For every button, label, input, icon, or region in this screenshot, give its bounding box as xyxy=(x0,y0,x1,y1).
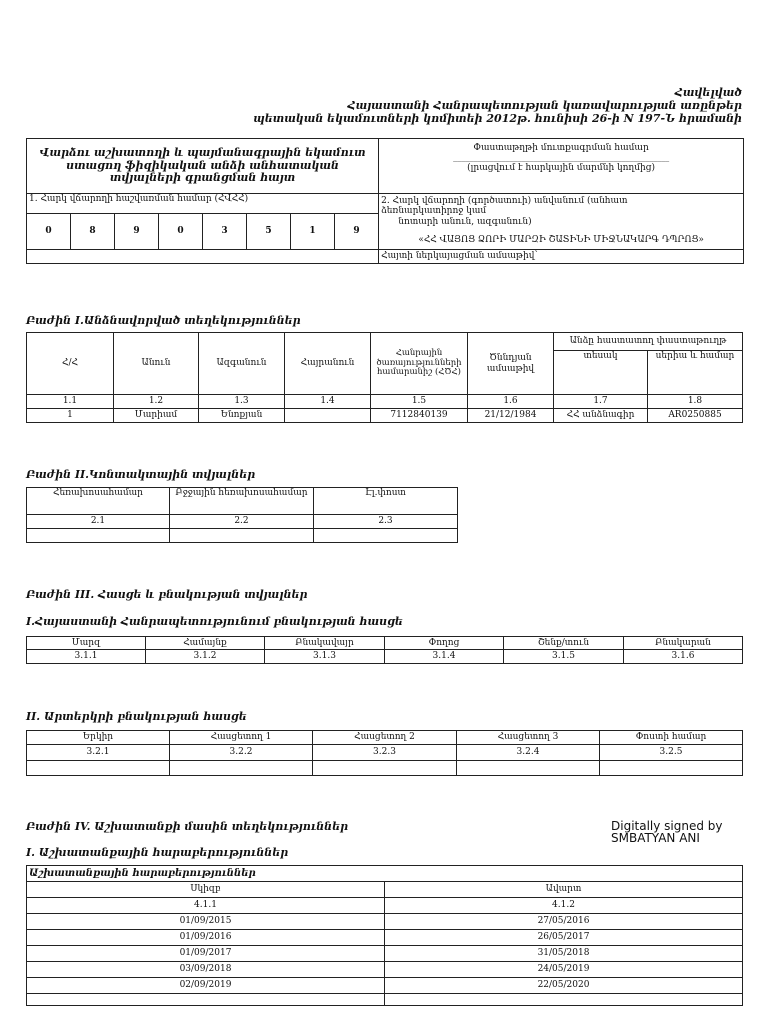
start-date: 01/09/2017 xyxy=(27,946,385,962)
start-date: 02/09/2019 xyxy=(27,978,385,994)
section-3-sub1-table xyxy=(26,636,743,664)
table-row xyxy=(27,946,743,962)
section-2-title: Բաժին II.Կոնտակտային տվյալներ xyxy=(26,468,256,481)
tin-digit: 3 xyxy=(203,214,247,250)
tin-digit: 0 xyxy=(27,214,71,250)
doc-number-label: Փաստաթղթի մուտքագրման համար xyxy=(473,143,649,153)
table-row xyxy=(27,761,743,776)
section-3-sub2-title: II. Արտերկրի բնակության հասցե xyxy=(26,710,247,723)
submission-date-label: Հայտի ներկայացման ամսաթիվ` xyxy=(379,250,744,264)
end-date: 22/05/2020 xyxy=(385,978,743,994)
header-line-3: պետական եկամուտների կոմիտեի 2012թ. հունիսի 26-ի N 197-Ն հրամանի xyxy=(253,112,742,126)
birth-date: 21/12/1984 xyxy=(468,409,554,423)
signature-line-2: SMBATYAN ANI xyxy=(611,831,700,845)
doc-number-cell xyxy=(379,139,744,194)
section-3-sub2-table xyxy=(26,730,743,776)
code-cell: 3.2.4 xyxy=(457,745,600,761)
empty-cell xyxy=(27,529,170,543)
id-doc-number: AR0250885 xyxy=(648,409,743,423)
header-line-1: Հավելված xyxy=(674,86,742,99)
form-title xyxy=(27,139,379,194)
digital-signature xyxy=(611,820,723,844)
section-3-title: Բաժին III. Հասցե և բնակության տվյալներ xyxy=(26,588,308,601)
col-header: Համայնք xyxy=(146,637,265,650)
tin-digit: 1 xyxy=(291,214,335,250)
col-header: Հ/Հ xyxy=(27,333,114,395)
col-header: Բնակավայր xyxy=(265,637,385,650)
col-header: Երկիր xyxy=(27,731,170,745)
empty-cell xyxy=(170,761,313,776)
table-row xyxy=(27,978,743,994)
code-cell: 3.2.2 xyxy=(170,745,313,761)
end-date: 26/05/2017 xyxy=(385,930,743,946)
blank-cell xyxy=(27,250,379,264)
code-cell: 3.1.4 xyxy=(385,650,504,664)
col-header: Շենք/տուն xyxy=(504,637,624,650)
code-cell: 3.1.3 xyxy=(265,650,385,664)
header-block xyxy=(142,86,742,126)
id-doc-type: ՀՀ անձնագիր xyxy=(554,409,648,423)
row-number: 1 xyxy=(27,409,114,423)
tin-digit: 5 xyxy=(247,214,291,250)
public-service-number: 7112840139 xyxy=(371,409,468,423)
section-1-table xyxy=(26,332,743,423)
col-subheader: սերիա և համար xyxy=(648,351,743,395)
first-name: Մարիամ xyxy=(114,409,199,423)
end-date: 24/05/2019 xyxy=(385,962,743,978)
section-4-title: Բաժին IV. Աշխատանքի մասին տեղեկություններ xyxy=(26,820,349,833)
start-date: 03/09/2018 xyxy=(27,962,385,978)
col-header: Ազգանուն xyxy=(199,333,285,395)
code-cell: 1.2 xyxy=(114,395,199,409)
col-header: Հանրային ծառայությունների համարանիշ (ՀԾՀ) xyxy=(371,333,468,395)
empty-cell xyxy=(27,761,170,776)
code-cell: 4.1.2 xyxy=(385,898,743,914)
col-header: Մարզ xyxy=(27,637,146,650)
col-header: Հասցետող 1 xyxy=(170,731,313,745)
code-cell: 2.1 xyxy=(27,515,170,529)
section-4-sub1-title: I. Աշխատանքային հարաբերություններ xyxy=(26,846,289,859)
col-header: Փողոց xyxy=(385,637,504,650)
form-title-line: ստացող ֆիզիկական անձի անհատական xyxy=(66,158,339,172)
col-header: Էլ.փոստ xyxy=(314,488,458,515)
section-2-table xyxy=(26,487,458,543)
code-cell: 3.2.1 xyxy=(27,745,170,761)
form-header-table xyxy=(26,138,744,264)
code-cell: 3.1.1 xyxy=(27,650,146,664)
start-date: 01/09/2015 xyxy=(27,914,385,930)
signature-line-1: Digitally signed by xyxy=(611,819,723,833)
code-cell: 1.4 xyxy=(285,395,371,409)
col-header: Սկիզբ xyxy=(27,882,385,898)
col-header: Բնակարան xyxy=(624,637,743,650)
code-cell: 1.7 xyxy=(554,395,648,409)
tin-digit: 9 xyxy=(335,214,379,250)
empty-cell xyxy=(27,994,385,1006)
col-header: Բջջային հեռախոսահամար xyxy=(170,488,314,515)
employment-table xyxy=(26,865,743,1006)
patronymic xyxy=(285,409,371,423)
col-header: Հեռախոսահամար xyxy=(27,488,170,515)
form-title-line: տվյալների գրանցման հայտ xyxy=(109,171,296,185)
empty-cell xyxy=(170,529,314,543)
col-subheader: տեսակ xyxy=(554,351,648,395)
col-header: Հասցետող 3 xyxy=(457,731,600,745)
col-header: Ծննդյան ամսաթիվ xyxy=(468,333,554,395)
end-date: 27/05/2016 xyxy=(385,914,743,930)
doc-number-note: (լրացվում է հարկային մարմնի կողմից) xyxy=(467,163,656,174)
table-row xyxy=(27,994,743,1006)
code-cell: 3.1.5 xyxy=(504,650,624,664)
empty-cell xyxy=(385,994,743,1006)
code-cell: 1.5 xyxy=(371,395,468,409)
col-header: Ավարտ xyxy=(385,882,743,898)
code-cell: 3.2.5 xyxy=(600,745,743,761)
form-title-line: Վարձու աշխատողի և պայմանագրային եկամուտ xyxy=(39,146,366,160)
table-row xyxy=(27,930,743,946)
code-cell: 4.1.1 xyxy=(27,898,385,914)
empty-cell xyxy=(313,761,457,776)
employer-name-value: «ՀՀ ՎԱՅՈՑ ՁՈՐԻ ՄԱՐԶԻ ՇԱՏԻՆԻ ՄԻՋՆԱԿԱՐԳ ԴՊՐՈՑ» xyxy=(418,235,704,246)
end-date: 31/05/2018 xyxy=(385,946,743,962)
tin-digit: 8 xyxy=(71,214,115,250)
col-header: Անուն xyxy=(114,333,199,395)
header-line-2: Հայաստանի Հանրապետության կառավարության առընթեր xyxy=(347,99,742,113)
code-cell: 1.1 xyxy=(27,395,114,409)
employment-table-title: Աշխատանքային հարաբերություններ xyxy=(27,866,743,882)
tin-digit: 9 xyxy=(115,214,159,250)
code-cell: 3.1.6 xyxy=(624,650,743,664)
code-cell: 2.2 xyxy=(170,515,314,529)
code-cell: 2.3 xyxy=(314,515,458,529)
doc-number-line: ______________________________________________________ xyxy=(453,153,670,163)
tin-digit: 0 xyxy=(159,214,203,250)
col-header: Հայրանուն xyxy=(285,333,371,395)
empty-cell xyxy=(314,529,458,543)
code-cell: 1.6 xyxy=(468,395,554,409)
col-header: Անձը հաստատող փաստաթուղթ xyxy=(554,333,743,351)
employer-name-cell xyxy=(379,194,744,250)
table-row xyxy=(27,409,743,423)
code-cell: 1.8 xyxy=(648,395,743,409)
code-cell: 3.1.2 xyxy=(146,650,265,664)
col-header: Հասցետող 2 xyxy=(313,731,457,745)
start-date: 01/09/2016 xyxy=(27,930,385,946)
section-1-title: Բաժին I.Անձնավորված տեղեկություններ xyxy=(26,314,301,327)
last-name: Ենոքյան xyxy=(199,409,285,423)
employer-name-label-line: ձեռնարկատիրոջ կամ xyxy=(381,206,487,217)
empty-cell xyxy=(600,761,743,776)
section-3-sub1-title: I.Հայաստանի Հանրապետությունում բնակության հասցե xyxy=(26,615,403,628)
employer-name-label-line: նոտարի անուն, ազգանուն) xyxy=(381,216,532,227)
employer-name-label-line: 2. Հարկ վճարողի (գործատուի) անվանում (անհատ xyxy=(381,196,628,206)
tin-label: 1. Հարկ վճարողի հաշվառման համար (ՀՎՀՀ) xyxy=(27,194,379,214)
col-header: Փոստի համար xyxy=(600,731,743,745)
code-cell: 1.3 xyxy=(199,395,285,409)
table-row xyxy=(27,962,743,978)
code-cell: 3.2.3 xyxy=(313,745,457,761)
table-row xyxy=(27,529,458,543)
empty-cell xyxy=(457,761,600,776)
table-row xyxy=(27,914,743,930)
